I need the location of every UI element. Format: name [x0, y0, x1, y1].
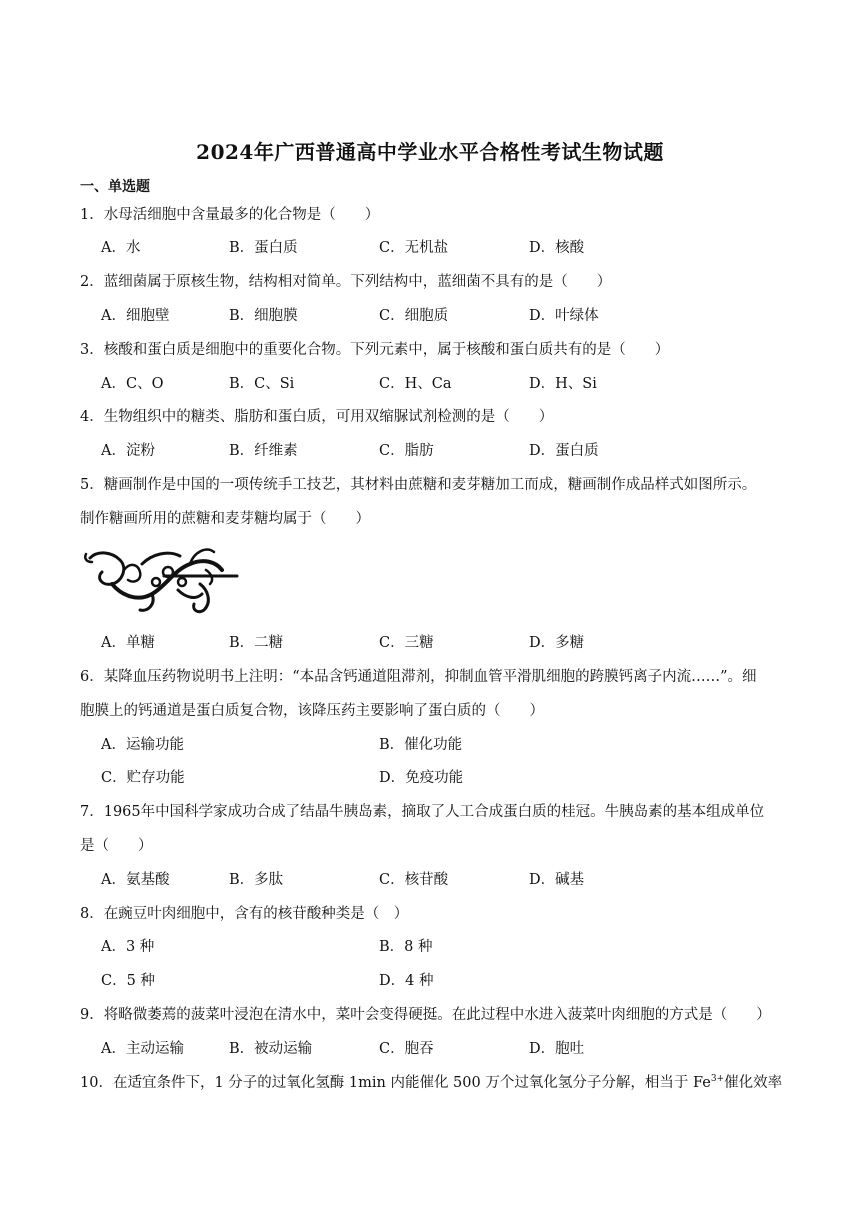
question-6-stem-line-1: 6．某降血压药物说明书上注明：“本品含钙通道阻滞剂，抑制血管平滑肌细胞的跨膜钙离子内流……”。细 — [80, 669, 757, 685]
question-9-stem: 9．将略微萎蔫的菠菜叶浸泡在清水中，菜叶会变得硬挺。在此过程中水进入菠菜叶肉细胞的方式是（ ） — [80, 1007, 771, 1023]
q6-option-b: B．催化功能 — [379, 737, 463, 753]
question-10-stem — [80, 1071, 782, 1092]
q6-option-d: D．免疫功能 — [379, 770, 464, 786]
question-4-stem: 4．生物组织中的糖类、脂肪和蛋白质，可用双缩脲试剂检测的是（ ） — [80, 409, 554, 425]
q1-option-d: D．核酸 — [529, 240, 585, 256]
question-1-stem: 1．水母活细胞中含量最多的化合物是（ ） — [80, 207, 380, 223]
q9-option-a: A．主动运输 — [101, 1041, 184, 1057]
question-6-stem-line-2: 胞膜上的钙通道是蛋白质复合物，该降压药主要影响了蛋白质的（ ） — [80, 703, 544, 719]
q6-option-a: A．运输功能 — [101, 737, 184, 753]
question-5-stem-line-1: 5．糖画制作是中国的一项传统手工技艺，其材料由蔗糖和麦芽糖加工而成，糖画制作成品样式如图所示。 — [80, 477, 757, 493]
q4-option-d: D．蛋白质 — [529, 443, 599, 459]
question-7-stem-line-2: 是（ ） — [80, 838, 153, 854]
q10-stem-superscript: 3+ — [710, 1074, 725, 1085]
question-8-stem: 8．在豌豆叶肉细胞中，含有的核苷酸种类是（ ） — [80, 906, 409, 922]
q1-option-b: B．蛋白质 — [229, 240, 298, 256]
q5-option-a: A．单糖 — [101, 635, 155, 651]
q2-option-c: C．细胞质 — [379, 308, 449, 324]
q10-stem-suffix: 催化效率 — [724, 1075, 783, 1091]
q3-option-c: C．H、Ca — [379, 376, 452, 392]
q9-option-d: D．胞吐 — [529, 1041, 585, 1057]
q2-option-a: A．细胞壁 — [101, 308, 170, 324]
q7-option-d: D．碱基 — [529, 872, 585, 888]
q3-option-d: D．H、Si — [529, 376, 597, 392]
sugar-dragon-image — [82, 540, 240, 620]
question-7-stem-line-1: 7．1965年中国科学家成功合成了结晶牛胰岛素，摘取了人工合成蛋白质的桂冠。牛胰岛素的基本组成单位 — [80, 804, 765, 820]
question-3-stem: 3．核酸和蛋白质是细胞中的重要化合物。下列元素中，属于核酸和蛋白质共有的是（ ） — [80, 342, 670, 358]
q5-option-d: D．多糖 — [529, 635, 585, 651]
q3-option-a: A．C、O — [101, 376, 164, 392]
q4-option-c: C．脂肪 — [379, 443, 434, 459]
page-title: 2024年广西普通高中学业水平合格性考试生物试题 — [196, 140, 664, 164]
q1-option-c: C．无机盐 — [379, 240, 449, 256]
q8-option-d: D．4 种 — [379, 973, 434, 989]
q5-option-c: C．三糖 — [379, 635, 434, 651]
question-2-stem: 2．蓝细菌属于原核生物，结构相对简单。下列结构中，蓝细菌不具有的是（ ） — [80, 274, 612, 290]
q2-option-b: B．细胞膜 — [229, 308, 298, 324]
q7-option-a: A．氨基酸 — [101, 872, 170, 888]
q6-option-c: C．贮存功能 — [101, 770, 185, 786]
q5-option-b: B．二糖 — [229, 635, 284, 651]
q9-option-b: B．被动运输 — [229, 1041, 313, 1057]
q8-option-b: B．8 种 — [379, 939, 433, 955]
q2-option-d: D．叶绿体 — [529, 308, 599, 324]
q8-option-c: C．5 种 — [101, 973, 155, 989]
section-heading: 一、单选题 — [80, 179, 150, 195]
q8-option-a: A．3 种 — [101, 939, 155, 955]
q10-stem-prefix: 10．在适宜条件下，1 分子的过氧化氢酶 1min 内能催化 500 万个过氧化氢分子分解，相当于 Fe — [80, 1075, 711, 1091]
q4-option-a: A．淀粉 — [101, 443, 155, 459]
q3-option-b: B．C、Si — [229, 376, 295, 392]
q1-option-a: A．水 — [101, 240, 141, 256]
question-5-stem-line-2: 制作糖画所用的蔗糖和麦芽糖均属于（ ） — [80, 511, 370, 527]
q4-option-b: B．纤维素 — [229, 443, 298, 459]
q7-option-b: B．多肽 — [229, 872, 284, 888]
q9-option-c: C．胞吞 — [379, 1041, 434, 1057]
q7-option-c: C．核苷酸 — [379, 872, 449, 888]
